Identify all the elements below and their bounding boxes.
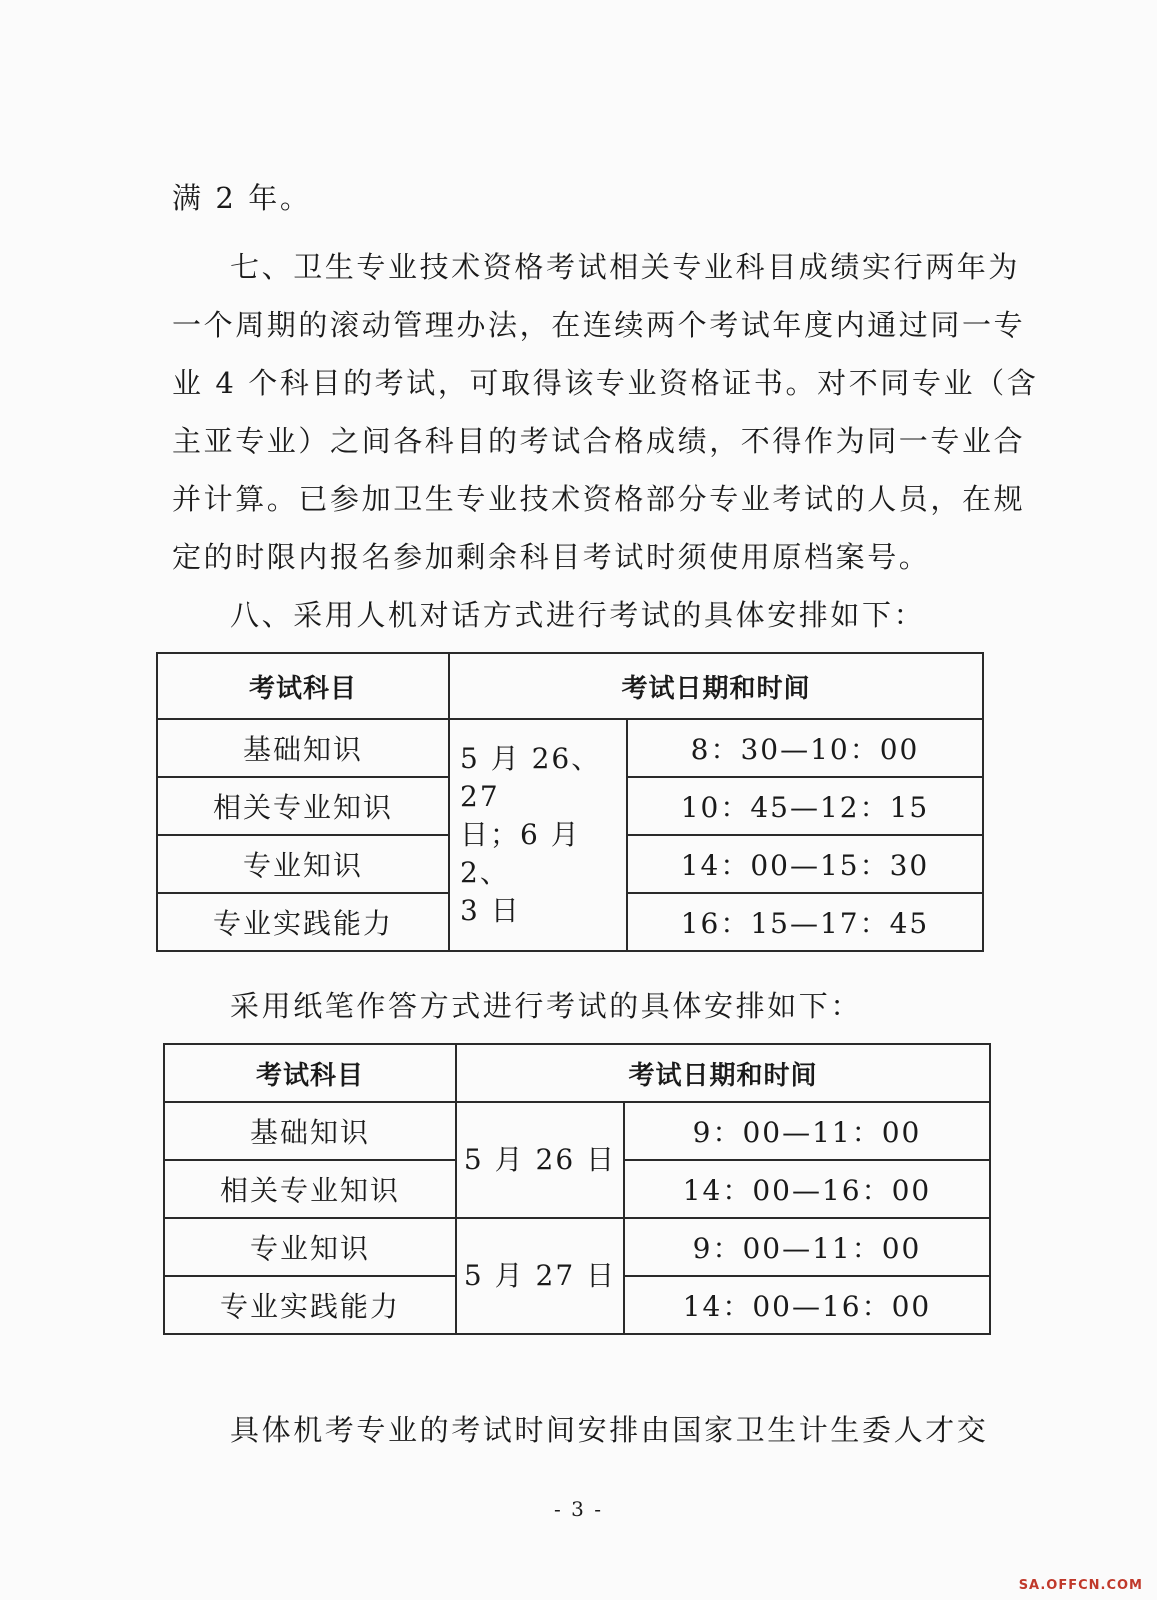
date-line: 日；6 月 2、 bbox=[460, 818, 581, 889]
time-cell: 14：00—15：30 bbox=[627, 835, 983, 893]
table-header-time: 考试日期和时间 bbox=[449, 653, 983, 719]
closing-paragraph: 具体机考专业的考试时间安排由国家卫生计生委人才交 bbox=[230, 1413, 989, 1447]
paragraph-line-5: 主亚专业）之间各科目的考试合格成绩，不得作为同一专业合 bbox=[172, 424, 1026, 458]
exam-date-cell bbox=[449, 719, 627, 951]
subject-cell: 相关专业知识 bbox=[157, 777, 449, 835]
time-cell: 9：00—11：00 bbox=[624, 1102, 990, 1160]
date-line: 5 月 26、27 bbox=[460, 742, 602, 813]
subject-cell: 专业知识 bbox=[157, 835, 449, 893]
watermark: SA.OFFCN.COM bbox=[1018, 1578, 1143, 1593]
subject-cell: 基础知识 bbox=[157, 719, 449, 777]
paper-exam-intro: 采用纸笔作答方式进行考试的具体安排如下： bbox=[230, 989, 863, 1023]
computer-exam-table bbox=[156, 652, 984, 952]
paragraph-line-3: 一个周期的滚动管理办法，在连续两个考试年度内通过同一专 bbox=[172, 308, 1026, 342]
paragraph-line-4: 业 4 个科目的考试，可取得该专业资格证书。对不同专业（含 bbox=[172, 366, 1039, 400]
time-cell: 8：30—10：00 bbox=[627, 719, 983, 777]
paragraph-line-7: 定的时限内报名参加剩余科目考试时须使用原档案号。 bbox=[172, 540, 931, 574]
page-number: - 3 - bbox=[554, 1497, 603, 1521]
table-header-subject: 考试科目 bbox=[157, 653, 449, 719]
table-header-time: 考试日期和时间 bbox=[456, 1044, 990, 1102]
time-cell: 16：15—17：45 bbox=[627, 893, 983, 951]
exam-date-cell: 5 月 26 日 bbox=[456, 1102, 624, 1218]
subject-cell: 基础知识 bbox=[164, 1102, 456, 1160]
subject-cell: 相关专业知识 bbox=[164, 1160, 456, 1218]
paragraph-line-2: 七、卫生专业技术资格考试相关专业科目成绩实行两年为 bbox=[230, 250, 1021, 284]
paragraph-line-6: 并计算。已参加卫生专业技术资格部分专业考试的人员，在规 bbox=[172, 482, 1026, 516]
subject-cell: 专业实践能力 bbox=[157, 893, 449, 951]
subject-cell: 专业知识 bbox=[164, 1218, 456, 1276]
paragraph-line-8: 八、采用人机对话方式进行考试的具体安排如下： bbox=[230, 598, 926, 632]
exam-date-cell: 5 月 27 日 bbox=[456, 1218, 624, 1334]
table-header-subject: 考试科目 bbox=[164, 1044, 456, 1102]
paper-exam-table bbox=[163, 1043, 991, 1335]
time-cell: 14：00—16：00 bbox=[624, 1160, 990, 1218]
time-cell: 14：00—16：00 bbox=[624, 1276, 990, 1334]
time-cell: 9：00—11：00 bbox=[624, 1218, 990, 1276]
date-line: 3 日 bbox=[460, 894, 521, 927]
paragraph-line-1: 满 2 年。 bbox=[172, 181, 312, 215]
time-cell: 10：45—12：15 bbox=[627, 777, 983, 835]
subject-cell: 专业实践能力 bbox=[164, 1276, 456, 1334]
